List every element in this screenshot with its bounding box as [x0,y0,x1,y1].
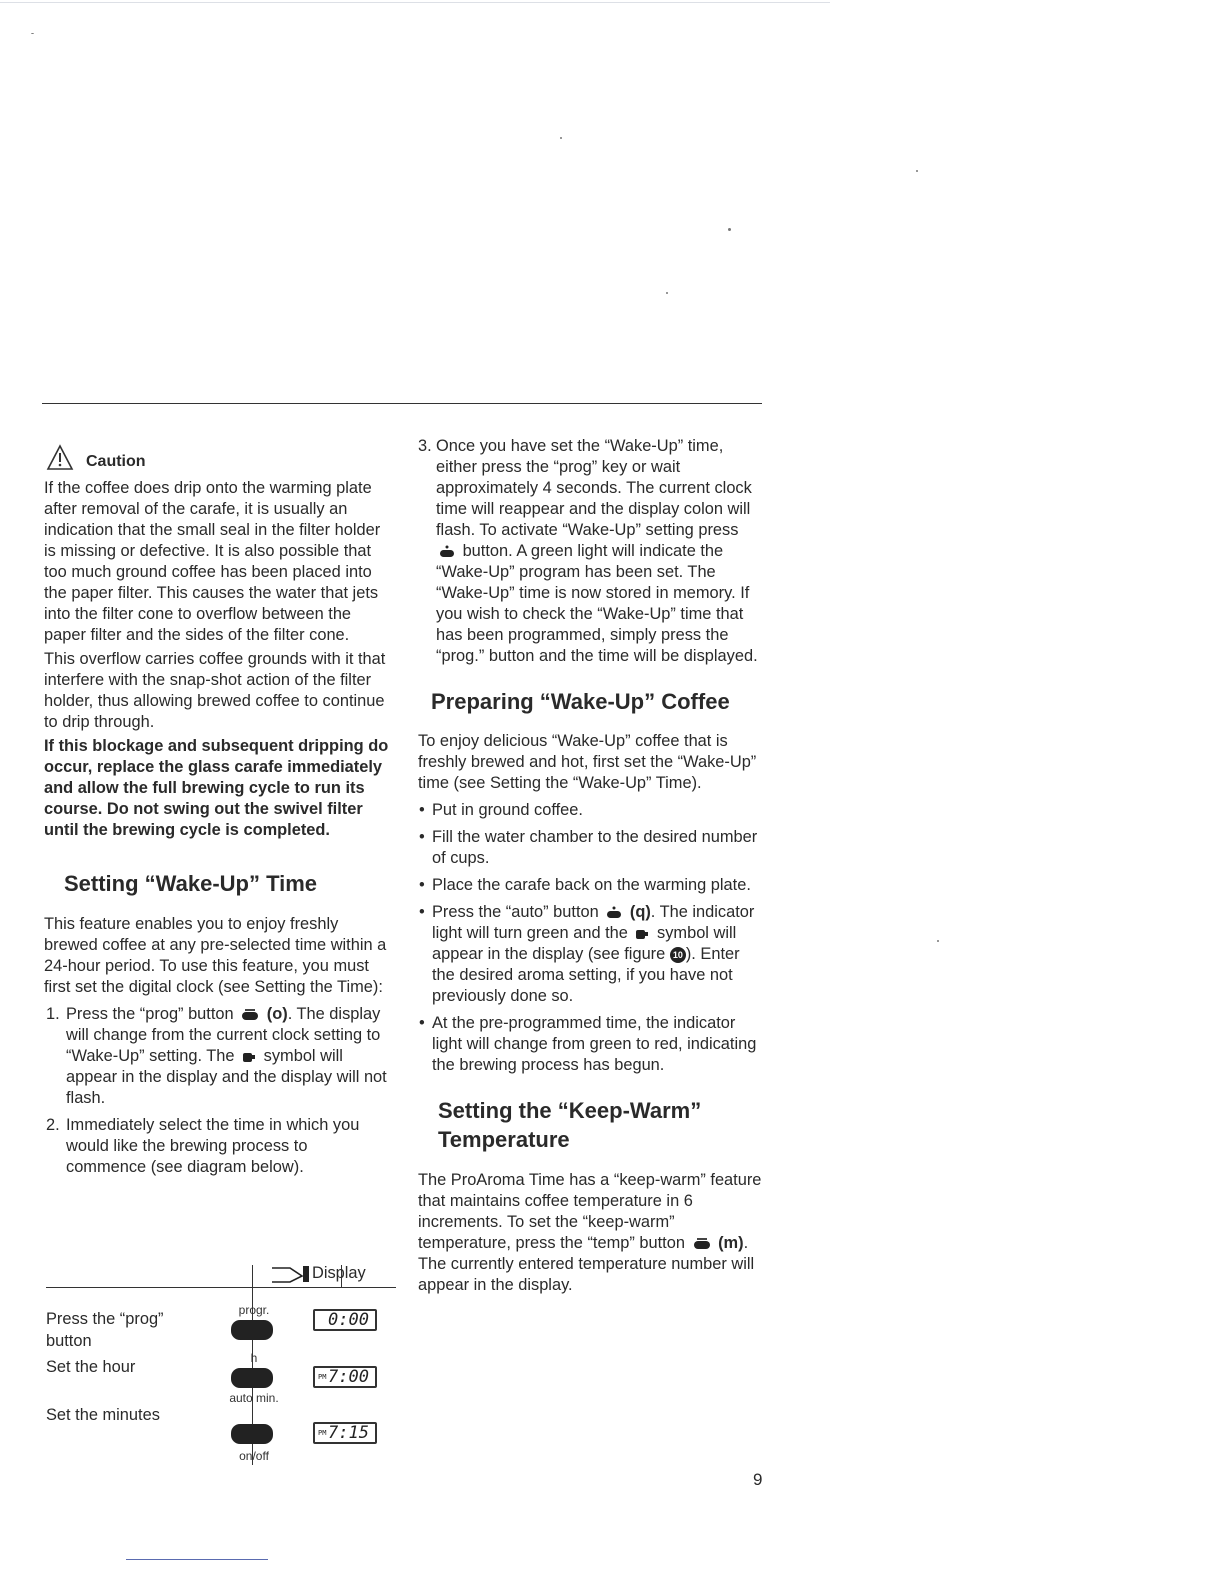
scan-speck [728,228,731,231]
scan-speck [666,292,668,294]
bullet-text: Press the “auto” button [432,903,599,921]
button-label: on/off [239,1449,269,1463]
lcd-value: 0:00 [328,1310,369,1330]
section-heading-wakeup: Setting “Wake-Up” Time [64,871,318,896]
bullet-icon: • [419,903,425,921]
scan-speck [916,170,918,172]
wakeup-steps [44,1004,392,1178]
figure-number-icon: 10 [670,947,686,963]
pressing-hand-icon [270,1262,314,1284]
step-number: 2. [46,1116,60,1134]
table-row-label: Set the hour [46,1358,136,1376]
right-column [418,436,764,1299]
list-item [418,827,764,869]
scan-bottom-mark [126,1559,268,1560]
section-heading-preparing: Preparing “Wake-Up” Coffee [431,689,730,714]
step-number: 1. [46,1005,60,1023]
bullet-text: Fill the water chamber to the desired number of cups. [432,828,758,867]
coffee-cup-icon [242,1051,256,1063]
page-number: 9 [753,1470,763,1489]
caution-warning: If this blockage and subsequent dripping do occur, replace the glass carafe immediately and allow the full brewing cycle to run its course. Do not swing out the swivel filter until the brewing cycle is completed. [44,737,389,839]
lcd-display [313,1309,377,1331]
step-text: Once you have set the “Wake-Up” time, either press the “prog” key or wait approximately 4 seconds. The current clock time will reappear and the display colon will flash. To activate “Wake-Up” setting press [436,437,752,539]
pm-indicator: PM [318,1429,327,1437]
list-item [44,1004,392,1109]
step-text: Immediately select the time in which you would like the brewing process to commence (see diagram below). [66,1116,360,1176]
bullet-text: At the pre-programmed time, the indicator light will change from green to red, indicating the brewing process has begun. [432,1014,757,1074]
caution-paragraph: This overflow carries coffee grounds with it that interfere with the snap-shot action of the filter holder, thus allowing brewed coffee to continue to drip through. [44,650,386,731]
prog-button [231,1320,273,1340]
lcd-value: 7:15 [328,1423,369,1443]
left-column [44,444,392,1184]
list-item [418,875,764,896]
auto-button-icon [439,545,455,559]
scan-top-edge [0,2,830,3]
bullet-text: ). Enter the desired aroma setting, if you have not previously done so. [432,945,740,1005]
bullet-text: Place the carafe back on the warming plate. [432,876,751,894]
button-reference: (q) [629,903,651,921]
step-text: button. A green light will indicate the “Wake-Up” program has been set. The “Wake-Up” time is now stored in memory. If you wish to check the “Wake-Up” time that has been programmed, simply press the “prog.” button and the time will be displayed. [436,542,758,665]
paragraph-text: The ProAroma Time has a “keep-warm” feature that maintains coffee temperature in 6 increments. To set the “keep-warm” temperature, press the “temp” button [418,1171,762,1252]
button-reference: (m) [718,1234,744,1252]
programming-table [44,1262,396,1467]
bullet-text: symbol will appear in the display (see figure [432,924,737,963]
step-text: . The display will change from the current clock setting to “Wake-Up” setting. The [66,1005,381,1065]
list-item [418,800,764,821]
scan-speck [560,137,562,139]
table-row-label: Set the minutes [46,1406,160,1424]
display-column-header: Display [312,1264,366,1282]
list-item [418,1013,764,1076]
section-heading-keepwarm: Setting the “Keep-Warm” Temperature [438,1098,702,1152]
auto-button-icon [606,906,622,920]
button-reference: (o) [266,1005,288,1023]
bullet-text: Put in ground coffee. [432,801,583,819]
caution-heading [46,444,392,472]
hour-button [231,1368,273,1388]
minute-button [231,1424,273,1444]
lcd-display [313,1366,377,1388]
coffee-cup-icon [635,928,649,940]
keepwarm-paragraph [418,1170,764,1296]
scan-speck [31,33,34,34]
preparing-intro: To enjoy delicious “Wake-Up” coffee that is freshly brewed and hot, first set the “Wake-Up” time (see Setting the “Wake-Up” Time). [418,732,757,792]
preparing-bullets [418,800,764,1076]
bullet-icon: • [419,1014,425,1032]
table-row-label: Press the “prog” button [46,1310,164,1350]
step-text: Press the “prog” button [66,1005,234,1023]
button-label: progr. [238,1303,270,1317]
wakeup-intro: This feature enables you to enjoy freshly brewed coffee at any pre-selected time within a 24-hour period. To use this feature, you must first set the digital clock (see Setting the Time): [44,915,387,996]
lcd-display [313,1422,377,1444]
button-label: auto min. [229,1391,279,1405]
temp-button-icon [693,1238,711,1250]
pm-indicator: PM [318,1373,327,1381]
scan-speck [937,940,939,942]
warning-triangle-icon [46,444,74,472]
caution-paragraph: If the coffee does drip onto the warming plate after removal of the carafe, it is usually an indication that the small seal in the filter holder is missing or defective. It is also possible that too much ground coffee has been placed into the paper filter. This causes the water that jets into the filter cone to overflow between the paper filter and the sides of the filter cone. [44,479,381,644]
section-divider [42,403,762,404]
prog-button-icon [241,1009,259,1021]
list-item [418,436,764,667]
list-item [418,902,764,1007]
bullet-icon: • [419,801,425,819]
step-text: symbol will appear in the display and the display will not flash. [66,1047,387,1107]
table-header-line [46,1287,396,1288]
caution-title: Caution [86,453,146,470]
bullet-icon: • [419,876,425,894]
paragraph-text: . The currently entered temperature number will appear in the display. [418,1234,755,1294]
bullet-icon: • [419,828,425,846]
lcd-value: 7:00 [328,1367,369,1387]
list-item [44,1115,392,1178]
button-label: h [250,1351,258,1365]
bullet-text: . The indicator light will turn green and the [432,903,755,942]
step-number: 3. [418,437,432,455]
